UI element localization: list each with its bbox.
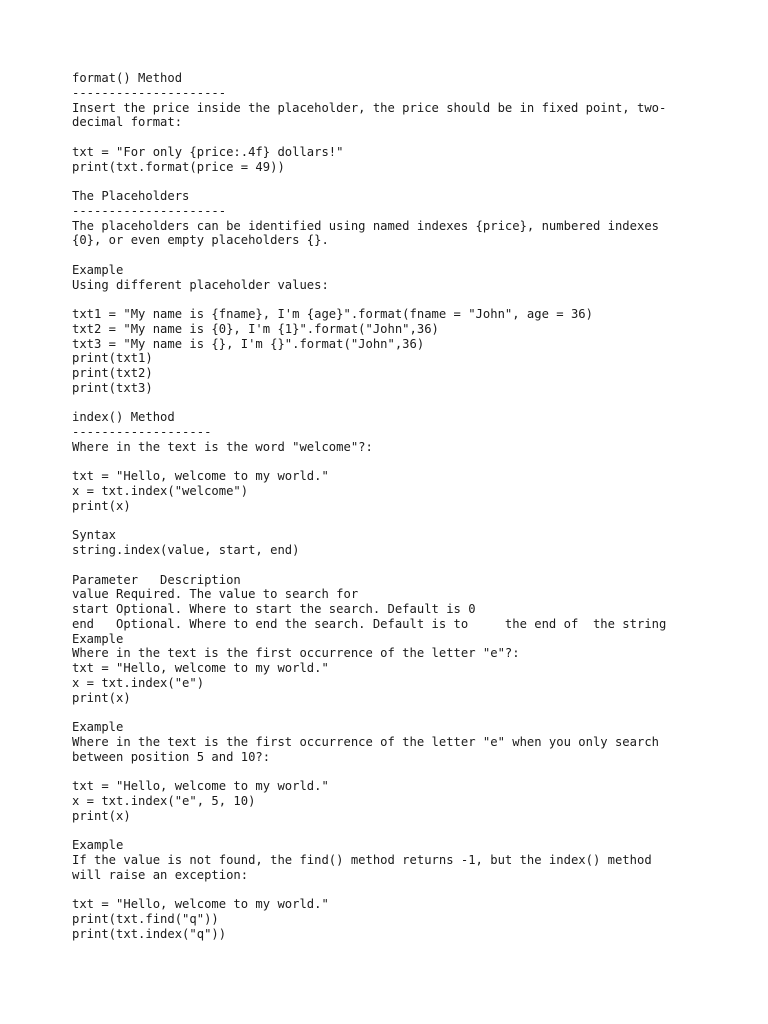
text-line: Insert the price inside the placeholder, the price should be in fixed point, two-: [72, 100, 667, 115]
text-line: print(txt3): [72, 380, 153, 395]
text-line: print(txt.index("q")): [72, 926, 227, 941]
text-line: print(txt2): [72, 366, 153, 380]
text-line: txt3 = "My name is {}, I'm {}".format("John",36): [72, 336, 425, 351]
text-line: start Optional. Where to start the search. Default is 0: [72, 602, 476, 616]
text-line: [72, 558, 712, 573]
text-line: Syntax: [72, 528, 117, 543]
text-line: txt = "Hello, welcome to my world.": [72, 897, 329, 911]
text-line: Example: [72, 720, 124, 734]
text-line: print(txt.format(price = 49)): [72, 159, 285, 174]
text-line: value Required. The value to search for: [72, 587, 359, 602]
text-line: print(txt1): [72, 351, 153, 366]
text-line: format() Method: [72, 71, 183, 85]
text-line: [72, 396, 712, 411]
text-line: print(txt.find("q")): [72, 911, 219, 926]
text-line: The placeholders can be identified using named indexes {price}, numbered indexes: [72, 218, 659, 233]
text-line: txt = "For only {price:.4f} dollars!": [72, 144, 344, 159]
text-line: Where in the text is the first occurrence of the letter "e"?:: [72, 646, 520, 661]
text-line: ---------------------: [72, 203, 227, 218]
text-line: [72, 514, 712, 529]
text-line: Example: [72, 262, 124, 277]
text-line: Where in the text is the word "welcome"?:: [72, 439, 373, 454]
text-line: txt = "Hello, welcome to my world.": [72, 779, 329, 793]
text-line: between position 5 and 10?:: [72, 749, 271, 764]
text-line: print(x): [72, 690, 131, 705]
text-line: -------------------: [72, 425, 212, 439]
text-line: print(x): [72, 498, 131, 513]
text-line: Example: [72, 838, 124, 852]
text-line: decimal format:: [72, 115, 183, 130]
text-line: x = txt.index("e"): [72, 675, 205, 690]
text-line: txt = "Hello, welcome to my world.": [72, 661, 329, 675]
text-line: txt2 = "My name is {0}, I'm {1}".format("John",36): [72, 321, 439, 336]
text-line: The Placeholders: [72, 189, 190, 203]
text-line: x = txt.index("e", 5, 10): [72, 793, 256, 808]
text-line: [72, 882, 712, 897]
text-line: Parameter Description: [72, 572, 241, 587]
text-line: index() Method: [72, 410, 175, 425]
text-line: Using different placeholder values:: [72, 277, 329, 292]
text-line: [72, 248, 712, 263]
text-line: end Optional. Where to end the search. Default is to the end of the string: [72, 616, 667, 631]
text-line: string.index(value, start, end): [72, 543, 300, 557]
text-line: txt = "Hello, welcome to my world.": [72, 469, 329, 484]
text-line: Example: [72, 631, 124, 646]
text-line: [72, 705, 712, 720]
text-line: If the value is not found, the find() method returns -1, but the index() method: [72, 852, 652, 867]
text-line: will raise an exception:: [72, 867, 249, 882]
text-line: [72, 292, 712, 307]
text-line: x = txt.index("welcome"): [72, 484, 249, 498]
text-line: [72, 130, 712, 145]
text-line: {0}, or even empty placeholders {}.: [72, 233, 329, 248]
text-line: print(x): [72, 808, 131, 823]
text-line: Where in the text is the first occurrence of the letter "e" when you only search: [72, 734, 659, 749]
text-line: [72, 823, 712, 838]
text-line: [72, 764, 712, 779]
text-line: txt1 = "My name is {fname}, I'm {age}".format(fname = "John", age = 36): [72, 307, 593, 321]
text-line: [72, 455, 712, 470]
document-body: [72, 71, 712, 941]
text-line: [72, 174, 712, 189]
text-line: ---------------------: [72, 85, 227, 100]
